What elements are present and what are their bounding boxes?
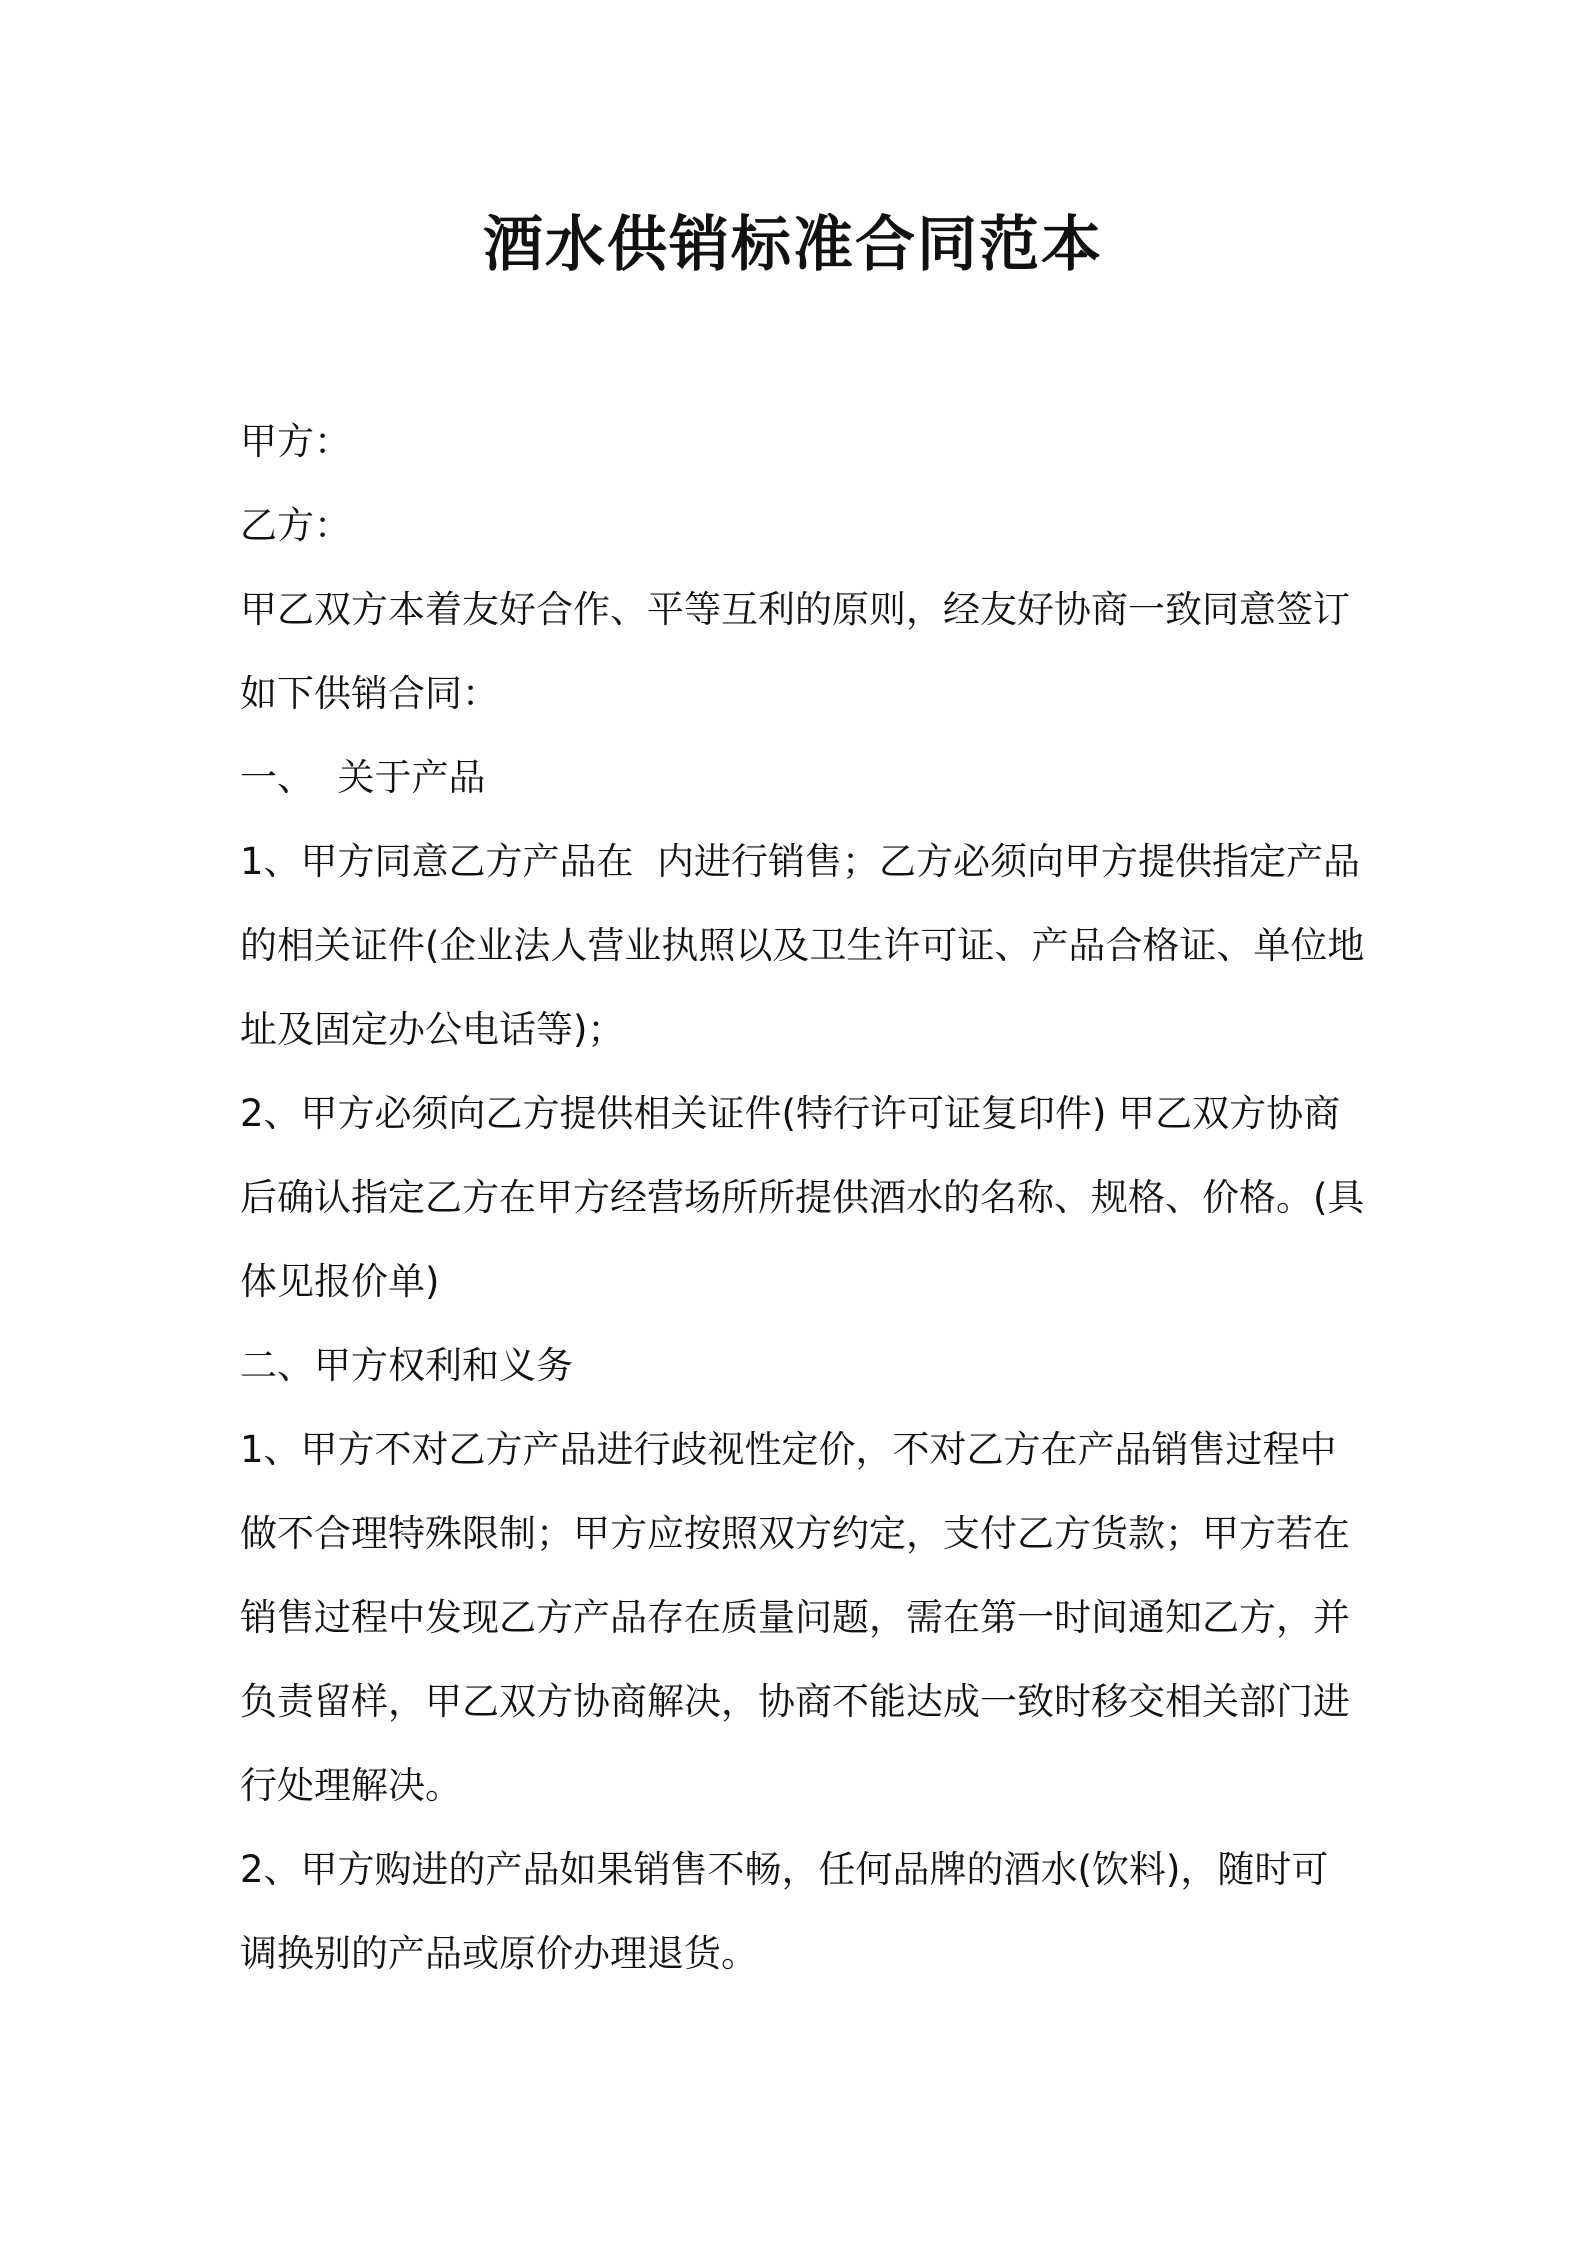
section-heading-product: 一、 关于产品: [240, 756, 486, 799]
product-clause-2: 2、甲方必须向乙方提供相关证件(特行许可证复印件) 甲乙双方协商后确认指定乙方在甲方经营场所所提供酒水的名称、规格、价格。(具体见报价单): [240, 1092, 1365, 1303]
section-heading-party-a-rights: 二、甲方权利和义务: [240, 1344, 573, 1387]
contract-body: [240, 400, 1365, 1996]
party-a-line: 甲方：: [240, 420, 351, 463]
party-a-clause-1: 1、甲方不对乙方产品进行歧视性定价，不对乙方在产品销售过程中做不合理特殊限制；甲方应按照双方约定，支付乙方货款；甲方若在销售过程中发现乙方产品存在质量问题，需在第一时间通知乙方，并负责留样，甲乙双方协商解决，协商不能达成一致时移交相关部门进行处理解决。: [240, 1428, 1350, 1807]
party-b-line: 乙方：: [240, 504, 351, 547]
party-a-clause-2: 2、甲方购进的产品如果销售不畅，任何品牌的酒水(饮料)，随时可调换别的产品或原价办理退货。: [240, 1848, 1329, 1975]
product-clause-1: 1、甲方同意乙方产品在 内进行销售；乙方必须向甲方提供指定产品的相关证件(企业法人营业执照以及卫生许可证、产品合格证、单位地址及固定办公电话等)；: [240, 840, 1365, 1051]
preamble-paragraph: 甲乙双方本着友好合作、平等互利的原则，经友好协商一致同意签订如下供销合同：: [240, 588, 1350, 715]
document-title: 酒水供销标准合同范本: [483, 210, 1103, 280]
